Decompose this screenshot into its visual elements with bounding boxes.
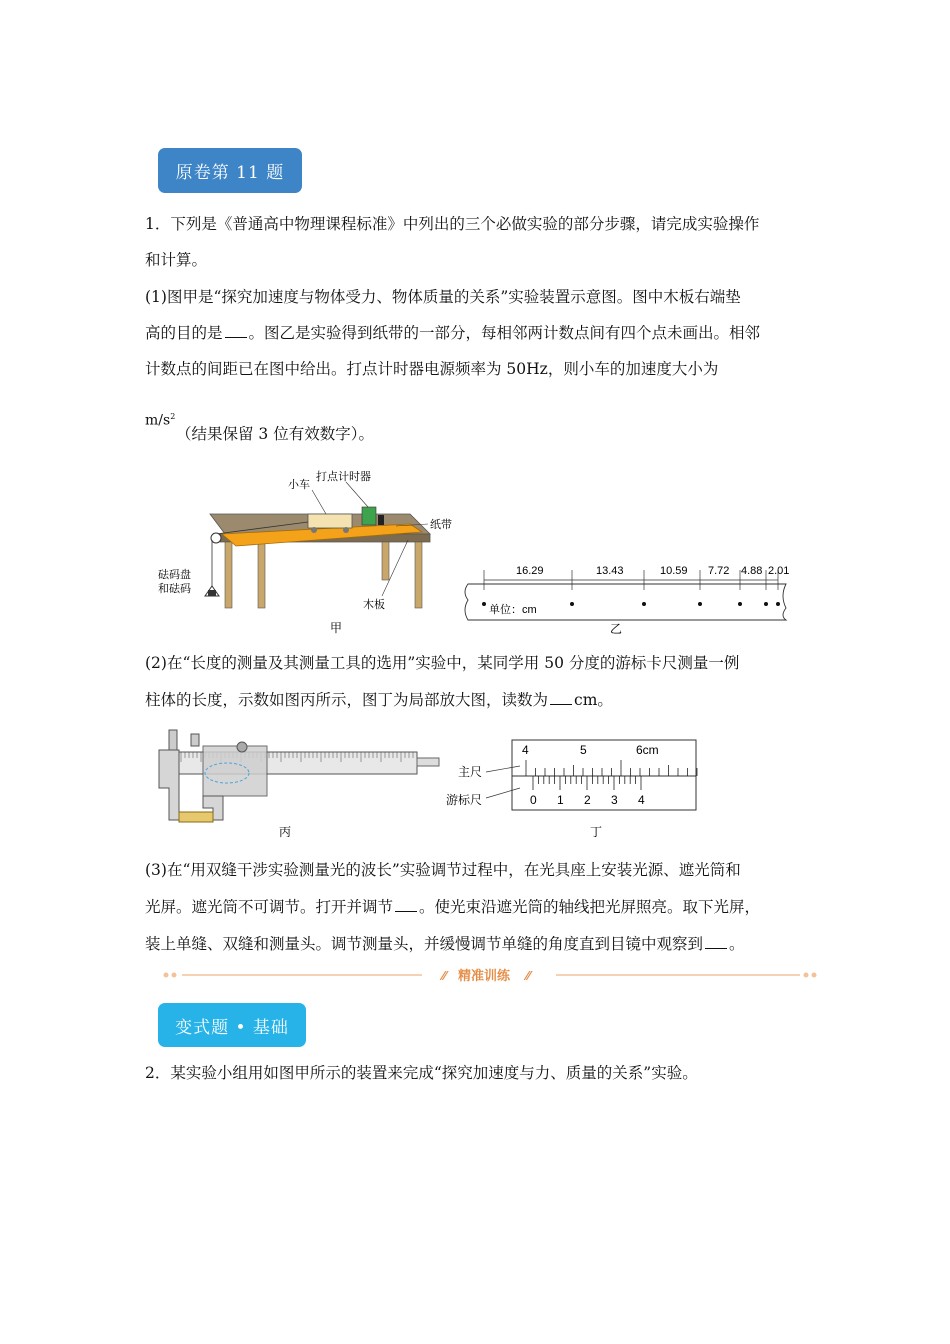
- text-segment: 装上单缝、双缝和测量头。调节测量头，并缓慢调节单缝的角度直到目镜中观察到: [145, 935, 704, 953]
- q1-line1: 1．下列是《普通高中物理课程标准》中列出的三个必做实验的部分步骤，请完成实验操作: [145, 215, 760, 233]
- text-segment: 。: [729, 935, 745, 953]
- q1-part1-line3: 计数点的间距已在图中给出。打点计时器电源频率为 50Hz，则小车的加速度大小为: [145, 360, 719, 378]
- divider-dot: [804, 973, 809, 978]
- q1-part3-line3: [145, 934, 745, 954]
- tape-distance-label: 4.88: [741, 565, 763, 577]
- q1-part3-line2: [145, 897, 760, 917]
- figure-bing: [155, 728, 445, 843]
- tape-distance-label: 2.01: [768, 565, 790, 577]
- cart: [308, 514, 352, 528]
- caption-ding: 丁: [590, 825, 603, 839]
- pointer-line: [312, 490, 326, 514]
- pointer-line: [346, 482, 368, 507]
- q1-part3-line1: (3)在“用双缝干涉实验测量光的波长”实验调节过程中，在光具座上安装光源、遮光筒和: [145, 861, 741, 879]
- vernier-scale-label: 3: [611, 793, 618, 807]
- answer-blank: [705, 934, 727, 949]
- caliper-fixed-jaw: [159, 750, 179, 820]
- tape-count-point: [738, 602, 742, 606]
- label-weights-2: 和砝码: [158, 583, 191, 595]
- tape-distance-label: 13.43: [596, 565, 624, 577]
- tape-distance-label: 10.59: [660, 565, 688, 577]
- caption-bing: 丙: [279, 825, 292, 839]
- text-segment: 高的目的是: [145, 324, 223, 342]
- figure-ding: [440, 736, 700, 844]
- divider-slash-icon: ⁄⁄: [442, 968, 447, 983]
- tape-count-point: [482, 602, 486, 606]
- q1-part1-line4: （结果保留 3 位有效数字）。: [176, 425, 374, 443]
- answer-blank: [225, 323, 247, 338]
- cart-wheel: [343, 527, 349, 533]
- tape-unit-label: 单位：cm: [489, 604, 537, 616]
- table-leg: [258, 542, 265, 608]
- caption-yi: 乙: [610, 622, 623, 636]
- table-leg: [382, 542, 389, 580]
- divider-dot: [812, 973, 817, 978]
- caliper-depth-rod: [417, 758, 439, 766]
- vernier-scale-label: 1: [557, 793, 564, 807]
- tape-count-point: [642, 602, 646, 606]
- section-badge-variant: 变式题 • 基础: [158, 1003, 306, 1047]
- pulley: [211, 533, 221, 543]
- label-vernier-scale: 游标尺: [446, 793, 483, 807]
- unit-superscript: 2: [170, 412, 176, 421]
- main-scale-label: 4: [522, 743, 529, 757]
- text-segment: 柱体的长度，示数如图丙所示，图丁为局部放大图，读数为: [145, 691, 549, 709]
- answer-blank: [395, 897, 417, 912]
- timer-part: [378, 515, 384, 525]
- text-segment: 。使光束沿遮光筒的轴线把光屏照亮。取下光屏，: [419, 898, 761, 916]
- vernier-scale-label: 2: [584, 793, 591, 807]
- q1-part2-line2: [145, 690, 613, 710]
- figure-yi: [460, 560, 795, 638]
- unit-text: m/s: [145, 412, 171, 429]
- label-main-scale: 主尺: [458, 765, 483, 779]
- tape-count-point: [570, 602, 574, 606]
- divider-label: 精准训练: [458, 968, 511, 983]
- divider-dot: [164, 973, 169, 978]
- answer-blank: [550, 690, 572, 705]
- tape-distance-label: 16.29: [516, 565, 544, 577]
- q1-part1-line1: (1)图甲是“探究加速度与物体受力、物体质量的关系”实验装置示意图。图中木板右端垫: [145, 288, 741, 306]
- text-segment: cm。: [574, 691, 613, 709]
- q1-part2-line1: (2)在“长度的测量及其测量工具的选用”实验中，某同学用 50 分度的游标卡尺测量一例: [145, 654, 740, 672]
- label-tape: 纸带: [430, 519, 452, 531]
- caption-jia: 甲: [330, 621, 343, 635]
- cart-wheel: [311, 527, 317, 533]
- divider-slash-icon: ⁄⁄: [526, 968, 531, 983]
- q2-line1: 2．某实验小组用如图甲所示的装置来完成“探究加速度与力、质量的关系”实验。: [145, 1064, 698, 1082]
- measured-cylinder: [179, 812, 213, 822]
- vernier-scale-label: 0: [530, 793, 537, 807]
- text-segment: 光屏。遮光筒不可调节。打开并调节: [145, 898, 394, 916]
- label-car: 小车: [288, 479, 310, 491]
- table-leg: [225, 542, 232, 608]
- timer-device: [362, 507, 376, 525]
- label-board: 木板: [363, 599, 385, 611]
- section-badge-original: 原卷第 11 题: [158, 148, 302, 193]
- caliper-upper-jaw: [191, 734, 199, 746]
- label-timer: 打点计时器: [316, 471, 371, 483]
- text-segment: 。图乙是实验得到纸带的一部分，每相邻两计数点间有四个点未画出。相邻: [248, 324, 761, 342]
- main-scale-label: 6cm: [636, 743, 659, 757]
- tape-count-point: [764, 602, 768, 606]
- caliper-upper-jaw: [169, 730, 177, 750]
- weights: [208, 590, 216, 596]
- main-scale-label: 5: [580, 743, 587, 757]
- vernier-scale-label: 4: [638, 793, 645, 807]
- unit-ms2: [145, 407, 175, 431]
- label-weights-1: 砝码盘: [158, 569, 191, 581]
- section-divider: [160, 964, 820, 986]
- table-leg: [415, 542, 422, 608]
- tape-count-point: [776, 602, 780, 606]
- figure-jia: [150, 462, 460, 637]
- tape-distance-label: 7.72: [708, 565, 730, 577]
- caliper-slider: [203, 746, 267, 796]
- q1-line2: 和计算。: [145, 251, 208, 269]
- divider-dot: [172, 973, 177, 978]
- lock-screw: [237, 742, 247, 752]
- tape-count-point: [698, 602, 702, 606]
- q1-part1-line2: [145, 323, 760, 343]
